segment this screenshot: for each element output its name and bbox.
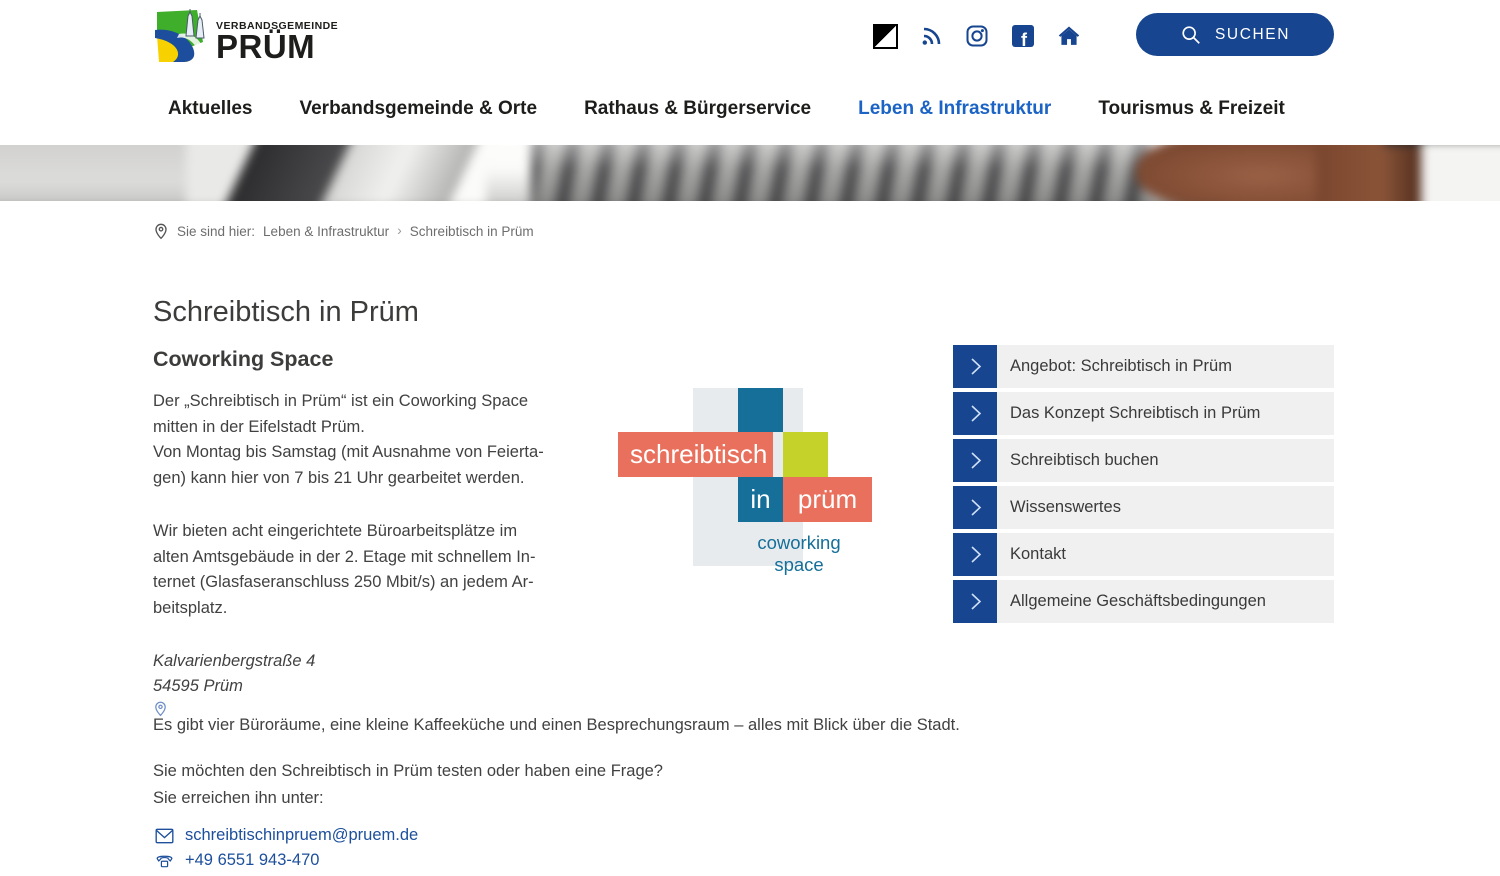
instagram-icon[interactable]: [964, 23, 990, 49]
site-logo[interactable]: [153, 8, 338, 64]
logo-caption: coworking space: [757, 532, 841, 575]
nav-item-rathaus-buergerservice[interactable]: Rathaus & Bürgerservice: [584, 98, 812, 119]
sidebar-item-buchen[interactable]: Schreibtisch buchen: [953, 439, 1334, 482]
sidebar-item-agb[interactable]: Allgemeine Geschäftsbedingungen: [953, 580, 1334, 623]
logo-teal-block-top: [738, 388, 783, 432]
breadcrumb: [153, 222, 534, 240]
map-pin-icon[interactable]: [153, 700, 168, 717]
page-title: Schreibtisch in Prüm: [153, 296, 419, 328]
email-link[interactable]: schreibtischinpruem@pruem.de: [185, 826, 419, 844]
sidebar-item-konzept[interactable]: Das Konzept Schreibtisch in Prüm: [953, 392, 1334, 435]
sidebar-links: [953, 345, 1334, 627]
coworking-space-logo: [617, 383, 879, 575]
hero-image: [0, 145, 1500, 201]
paragraph-workplaces: Wir bieten acht eingerichtete Büroarbeitsplätze im alten Amtsgebäude in der 2. Etage mit schnellem In- ternet (Glasfaseranschluss 250 Mbit/s) an jedem Ar- beitsplatz.: [153, 521, 536, 617]
chevron-right-icon: [953, 392, 997, 435]
paragraph-rooms: Es gibt vier Büroräume, eine kleine Kaffeeküche und einen Besprechungsraum – alles mit Blick über die Stadt.: [153, 716, 960, 734]
article-text-column: [153, 389, 593, 717]
contrast-icon[interactable]: [872, 23, 898, 49]
logo-word-pruem: prüm: [783, 477, 872, 522]
brand-top-line: VERBANDSGEMEINDE: [216, 20, 339, 32]
site-header: [0, 0, 1500, 145]
breadcrumb-separator: ›: [397, 222, 402, 238]
brand-name: PRÜM: [216, 28, 316, 65]
sidebar-item-wissenswertes[interactable]: Wissenswertes: [953, 486, 1334, 529]
search-button-label: SUCHEN: [1214, 25, 1291, 43]
chevron-right-icon: [953, 345, 997, 388]
search-button[interactable]: [1136, 13, 1334, 56]
nav-item-aktuelles[interactable]: Aktuelles: [168, 98, 253, 119]
nav-item-leben-infrastruktur[interactable]: Leben & Infrastruktur: [858, 98, 1052, 119]
chevron-right-icon: [953, 533, 997, 576]
logo-lime-block: [783, 432, 828, 477]
contact-links: [155, 826, 418, 876]
phone-link[interactable]: +49 6551 943-470: [185, 851, 320, 869]
chevron-right-icon: [953, 486, 997, 529]
address: Kalvarienbergstraße 4 54595 Prüm: [153, 649, 593, 717]
logo-word-schreibtisch: schreibtisch: [618, 432, 773, 477]
phone-icon: [155, 852, 174, 869]
main-nav: [168, 98, 1285, 120]
page-subtitle: Coworking Space: [153, 347, 334, 371]
pruem-logo-icon: [153, 8, 209, 64]
facebook-letter: f: [1021, 30, 1027, 47]
email-icon: [155, 828, 174, 844]
location-pin-icon: [153, 222, 169, 240]
breadcrumb-prefix: Sie sind hier:: [177, 223, 256, 239]
sidebar-item-kontakt[interactable]: Kontakt: [953, 533, 1334, 576]
sidebar-item-angebot[interactable]: Angebot: Schreibtisch in Prüm: [953, 345, 1334, 388]
home-icon[interactable]: [1056, 23, 1082, 49]
breadcrumb-current: Schreibtisch in Prüm: [409, 223, 534, 239]
facebook-icon[interactable]: [1010, 23, 1036, 49]
chevron-right-icon: [953, 580, 997, 623]
logo-word-in: in: [738, 477, 783, 522]
paragraph-contact-intro: Sie möchten den Schreibtisch in Prüm testen oder haben eine Frage? Sie erreichen ihn unter:: [153, 762, 663, 807]
paragraph-intro: Der „Schreibtisch in Prüm“ ist ein Coworking Space mitten in der Eifelstadt Prüm. Von Montag bis Samstag (mit Ausnahme von Feierta- gen) kann hier von 7 bis 21 Uhr gearbeitet werden.: [153, 392, 544, 488]
rss-icon[interactable]: [918, 23, 944, 49]
email-row[interactable]: [155, 826, 418, 845]
phone-row[interactable]: [155, 851, 418, 870]
quick-icons: [872, 20, 1082, 52]
breadcrumb-parent-link[interactable]: Leben & Infrastruktur: [263, 223, 390, 239]
nav-item-verbandsgemeinde-orte[interactable]: Verbandsgemeinde & Orte: [299, 98, 538, 119]
chevron-right-icon: [953, 439, 997, 482]
nav-item-tourismus-freizeit[interactable]: Tourismus & Freizeit: [1098, 98, 1285, 119]
search-icon: [1180, 24, 1202, 46]
